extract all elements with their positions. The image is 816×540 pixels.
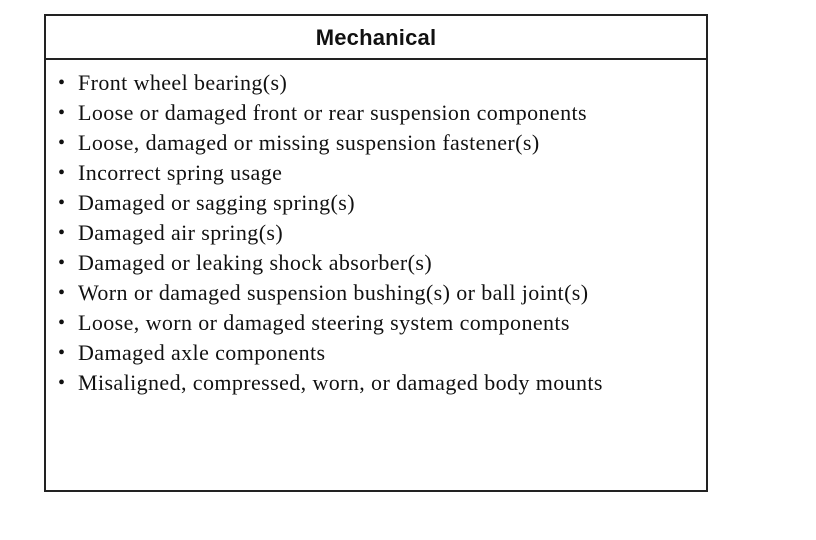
list-item [46, 218, 706, 248]
list-item-text: Damaged or leaking shock absorber(s) [78, 250, 433, 275]
list-item [46, 98, 706, 128]
list-item-text: Front wheel bearing(s) [78, 70, 288, 95]
table-title: Mechanical [315, 25, 437, 50]
list-item [46, 188, 706, 218]
list-item-text: Damaged or sagging spring(s) [78, 190, 355, 215]
bullet-icon: • [58, 222, 66, 244]
list-item [46, 368, 706, 398]
list-item-text: Damaged air spring(s) [78, 220, 284, 245]
bullet-icon: • [58, 132, 66, 154]
bullet-icon: • [58, 312, 66, 334]
list-item [46, 338, 706, 368]
list-item [46, 158, 706, 188]
list-item-text: Worn or damaged suspension bushing(s) or ball joint(s) [78, 280, 589, 305]
bullet-icon: • [58, 342, 66, 364]
cause-list [46, 60, 706, 398]
bullet-icon: • [58, 162, 66, 184]
list-item [46, 278, 706, 308]
bullet-icon: • [58, 102, 66, 124]
mechanical-table [44, 14, 708, 492]
list-item-text: Damaged axle components [78, 340, 326, 365]
list-item-text: Loose or damaged front or rear suspension components [78, 100, 587, 125]
table-header [46, 16, 706, 60]
bullet-icon: • [58, 372, 66, 394]
list-item-text: Incorrect spring usage [78, 160, 283, 185]
bullet-icon: • [58, 282, 66, 304]
list-item-text: Misaligned, compressed, worn, or damaged body mounts [78, 370, 603, 395]
list-item [46, 128, 706, 158]
list-item [46, 68, 706, 98]
bullet-icon: • [58, 72, 66, 94]
list-item-text: Loose, worn or damaged steering system components [78, 310, 570, 335]
bullet-icon: • [58, 252, 66, 274]
list-item [46, 248, 706, 278]
list-item [46, 308, 706, 338]
bullet-icon: • [58, 192, 66, 214]
list-item-text: Loose, damaged or missing suspension fastener(s) [78, 130, 540, 155]
